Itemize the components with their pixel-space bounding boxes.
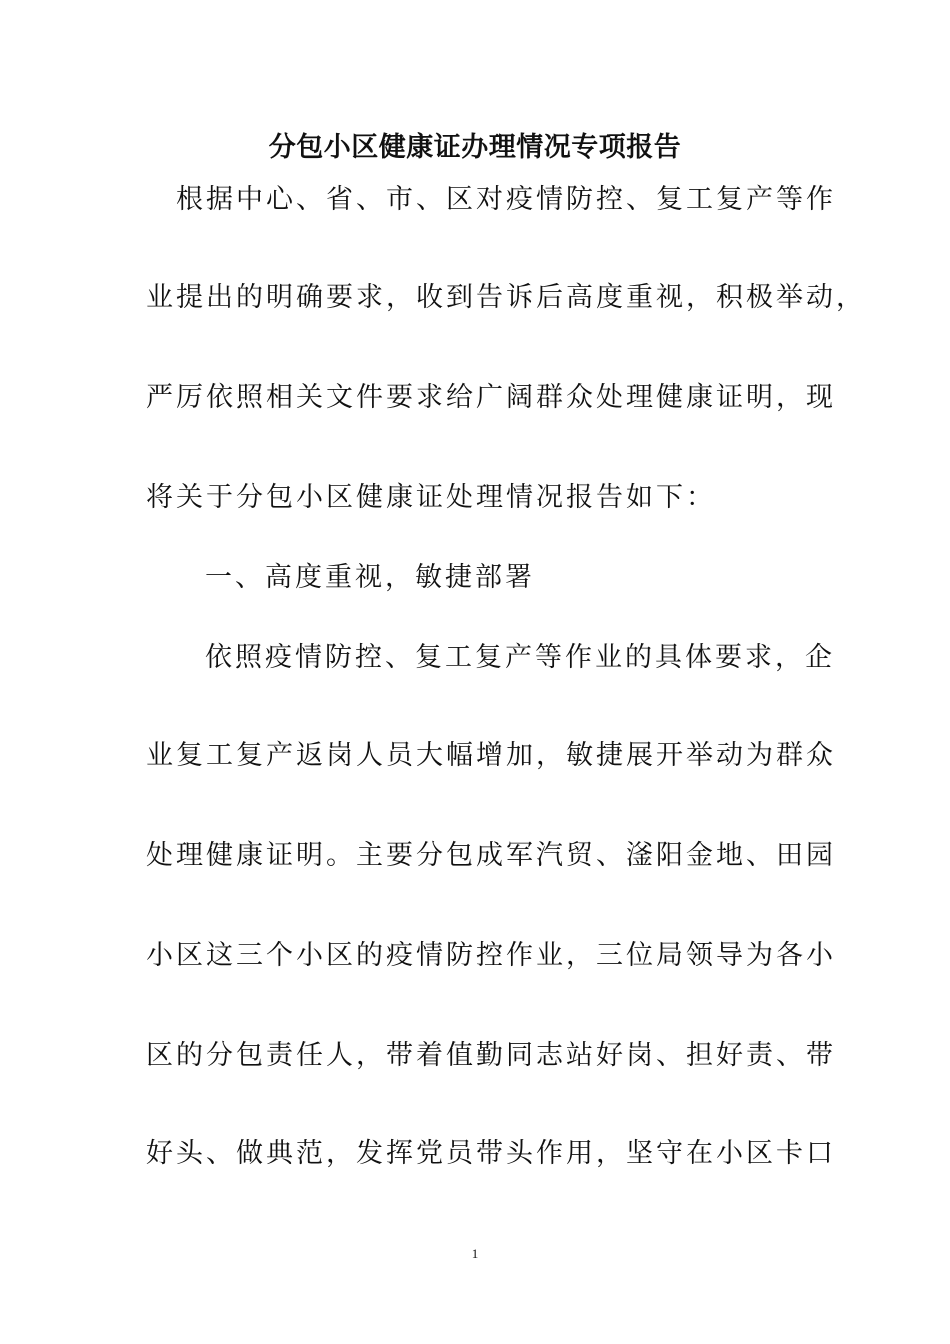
body-line-5: 依照疫情防控、复工复产等作业的具体要求，企 [205, 642, 835, 673]
body-line-9: 区的分包责任人，带着值勤同志站好岗、担好责、带 [146, 1040, 836, 1071]
body-line-10: 好头、做典范，发挥党员带头作用，坚守在小区卡口 [146, 1138, 836, 1169]
body-line-4: 将关于分包小区健康证处理情况报告如下： [146, 482, 716, 513]
body-line-2: 业提出的明确要求，收到告诉后高度重视，积极举动， [146, 282, 866, 313]
body-line-6: 业复工复产返岗人员大幅增加，敏捷展开举动为群众 [146, 740, 836, 771]
section-heading-1: 一、高度重视，敏捷部署 [205, 562, 535, 593]
body-line-1: 根据中心、省、市、区对疫情防控、复工复产等作 [176, 184, 836, 215]
body-line-7: 处理健康证明。主要分包成军汽贸、滏阳金地、田园 [146, 840, 836, 871]
body-line-8: 小区这三个小区的疫情防控作业，三位局领导为各小 [146, 940, 836, 971]
page-number: 1 [471, 1246, 479, 1261]
body-line-3: 严厉依照相关文件要求给广阔群众处理健康证明，现 [146, 382, 836, 413]
page-title: 分包小区健康证办理情况专项报告 [268, 132, 682, 163]
